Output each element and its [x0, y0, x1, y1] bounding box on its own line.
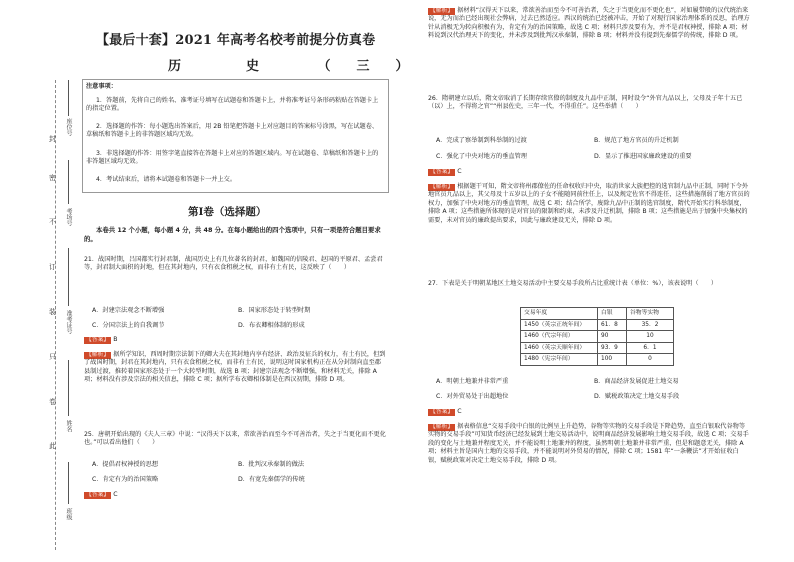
option-d: D．赋税政策决定土地交易手段: [594, 393, 680, 400]
analysis-body: 据所学知识，西周时期宗法制下的卿大夫在其封地内享有经济、政治及征兵的权力，有土有民，但到了战国时期，封君在其封地内，只有衣食租税之权，而非有土有民，说明这时国家机构正在从分封制向直至郡县制过渡，推转着国家形态处于一个大转型时期，故选 B 项；封建宗法观念不断增强，和材料无关，排除 A 项；材料没有涉及宗法的相关信息，排除 C 项；据所学布衣卿相体制是在西汉初期，排除 D 项。: [84, 351, 386, 384]
option-a: A．明朝土地兼并非常严重: [436, 378, 509, 385]
table-header-row: [521, 308, 674, 320]
table-cell: 1460（英宗天顺年间）: [521, 342, 598, 354]
notes-item: 4．考试结束后，请将本试题卷和答题卡一并上交。: [96, 176, 237, 183]
analysis-body: 据材料“汉得天下以来，常欲善治而至今不可善治者，失之于当更化而不更化也”，对如履带般的汉代统治来说，无为而治已经出现社会弊病，过去已然适应。西汉的统治已经被冲击，开始了对现行国家治理体系的反思，治理方针从消极无为转向积极有为，肯定有为的治国策略，故选 C 项；材料只涉及要有为，并不是君权神授，排除 A 项；材料说到汉代治理天下的变化，并未涉及到批判汉承秦制，排除 B 项；材料并没有提到先秦儒学的传统，排除 D 项。: [428, 7, 750, 40]
option-d: D．有宽先秦儒学的传统: [238, 476, 305, 483]
analysis-tag: 【解析】: [430, 8, 454, 14]
section-title: 第Ⅰ卷（选择题）: [188, 206, 267, 218]
table-cell: 1450（英宗正统年间）: [521, 319, 598, 331]
table-header: 谷物等实物: [627, 308, 674, 320]
option-a: A．封建宗法观念不断增强: [92, 307, 165, 314]
answer-tag: 【答案】: [430, 169, 454, 175]
exam-subject: 历 史 （三）: [168, 59, 435, 74]
answer-tag: 【答案】: [86, 337, 110, 343]
table-cell: 93．9: [598, 342, 627, 354]
answer-value: B: [113, 336, 118, 343]
table-cell: 1480（宪宗年间）: [521, 354, 598, 366]
answer-tag: 【答案】: [430, 409, 454, 415]
seat-number-line: [68, 80, 69, 116]
class-line: [68, 462, 69, 504]
table-row: [521, 331, 674, 343]
notes-heading: 注意事项：: [86, 83, 117, 90]
option-a: A．完成了察举制到科举制的过渡: [436, 137, 527, 144]
binding-margin: [0, 0, 74, 562]
margin-char: 只: [49, 353, 56, 361]
table-cell: 1460（代宗年间）: [521, 331, 598, 343]
ticket-number-line: [68, 248, 69, 306]
exam-room-label: 考场号: [65, 208, 72, 226]
answer-value: C: [457, 408, 462, 415]
table-cell: 100: [598, 354, 627, 366]
analysis-tag: 【解析】: [430, 424, 454, 430]
question-stem: 26．隋朝建立以后，隋文帝取消了长期存续官僚的制度及九品中正制，同时设令“外官九品以上，父母及子年十五已（以）上，不得将之官”“州县佐史，三年一代，不得重任”。这些举措（ ）: [428, 95, 743, 111]
section-intro: 本卷共 12 个小题，每小题 4 分，共 48 分。在每小题给出的四个选项中，只有一项是符合题目要求的。: [84, 226, 381, 243]
answer-value: C: [457, 168, 462, 175]
analysis-body: 据表格信息“交易手段中白银的比例呈上升趋势，谷物等实物的交易手段是下降趋势，直至白银取代谷物等实物的交易手段”可知货币经济已经发展到土地交易活动中，说明商品经济发展影响土地交易手段，故选 C 项；交易手段的变化与土地兼并程度无关，并不能说明土地兼并的程度，虽然明朝土地兼并非常严重，但是和题意无关，排除 A 项；材料主旨是国内土地的交易手段，并不能说明对外贸易的情况，排除 C 项；1581 年“一条鞭法”才开始征收白银，赋税政策对决定土地交易手段，排除 D 项。: [428, 423, 749, 464]
ticket-number-label: 准考证号: [65, 310, 72, 334]
analysis-tag: 【解析】: [86, 352, 110, 358]
option-d: D．布衣卿相体制的形成: [238, 322, 305, 329]
question-stem: 25．唐朝开始出现的《夫人三章》中说：“汉得天下以来，常欲善治而至今不可善治者，失之于当更化而不更化也。”可以看出他们（ ）: [84, 431, 386, 447]
table-cell: 35．2: [627, 319, 674, 331]
option-b: B．规范了地方官员的升迁机制: [594, 137, 679, 144]
table-row: [521, 354, 674, 366]
name-line: [68, 360, 69, 416]
margin-char: 封: [49, 135, 56, 143]
answer-line: [84, 491, 118, 499]
option-b: B．国家形态处于转型时期: [238, 307, 311, 314]
answer-line: [84, 336, 117, 344]
table-row: [521, 319, 674, 331]
notes-item: 3．非选择题的作答：用签字笔直接答在答题卡上对应的答题区域内。写在试题卷、草稿纸和答题卡上的非答题区域均无效。: [86, 150, 379, 166]
exam-room-line: [68, 160, 69, 204]
answer-line: [428, 408, 462, 416]
answer-tag: 【答案】: [86, 492, 110, 498]
notes-item: 1．答题前，先将自己的姓名、准考证号填写在试题卷和答题卡上，并将准考证号条形码粘贴在答题卡上的指定位置。: [86, 97, 379, 113]
table-cell: 90: [598, 331, 627, 343]
table-header: 交易年度: [521, 308, 598, 320]
answer-line: [428, 168, 462, 176]
option-b: B．商品经济发展促进土地交易: [594, 378, 679, 385]
analysis-tag: 【解析】: [430, 184, 454, 190]
option-a: A．提倡君权神授的思想: [92, 461, 159, 468]
table-cell: 10: [627, 331, 674, 343]
margin-char: 此: [49, 442, 56, 450]
option-b: B．批判汉承秦制的做法: [238, 461, 305, 468]
analysis-text: [428, 183, 750, 225]
margin-char: 订: [49, 263, 56, 271]
answer-value: C: [113, 491, 118, 498]
margin-char: 不: [49, 218, 56, 226]
analysis-body: 根据题干可知，隋文帝将州郡僚佐的任命权收归中央，取消世家大族把控的选官制九品中正制，同时下令外地官员九品以上，其父母及十五岁以上的子女不能随同前往任上，以及规定佐官不得连任，这些措施削弱了地方官员的权力，加强了中央对地方的垂直管理，故选 C 项；结合所学，废除九品中正制的选官制度，隋代开始实行科举制度，排除 A 项；这些措施所体现的是对官员的限制和约束，未涉及升迁机制，排除 B 项；这些措施是出于加强中央集权的需要，未对官员的廉政提出要求，因此与廉政建设无关，排除 D 项。: [428, 183, 750, 224]
option-c: C．对外贸易处于出超地位: [436, 393, 509, 400]
table-cell: 61．8: [598, 319, 627, 331]
margin-char: 密: [49, 174, 56, 182]
analysis-text: [84, 351, 386, 385]
analysis-text: [428, 7, 750, 41]
margin-char: 装: [49, 308, 56, 316]
table-cell: 0: [627, 354, 674, 366]
option-c: C．肯定有为的治国策略: [92, 476, 159, 483]
notes-item: 2．选择题的作答：每小题选出答案后，用 2B 铅笔把答题卡上对应题目的答案标号涂黑，写在试题卷、草稿纸和答题卡上的非答题区域均无效。: [86, 123, 379, 139]
option-c: C．分国宗法上的自我调节: [92, 322, 165, 329]
table-row: [521, 342, 674, 354]
question-stem: 21．战国时期，吕国都实行封君制，战国历史上有几位著名的封君，如魏国的信陵君、赵国的平原君、孟尝君等，封君制大面积的封地，但在其封地内，只有衣食租税之权，而非有土有民，这反映了（ ）: [84, 256, 383, 272]
seat-number-label: 座位号: [65, 118, 72, 136]
name-label: 姓名: [65, 420, 72, 432]
question-stem: 27．下表是关于明朝某地区土地交易活动中主要交易手段所占比重统计表（单位：%），该表说明（ ）: [428, 280, 718, 287]
exam-title: 【最后十套】2021 年高考名校考前提分仿真卷: [96, 33, 376, 48]
option-c: C．强化了中央对地方的垂直管理: [436, 153, 527, 160]
class-label: 班级: [65, 508, 72, 520]
data-table: [520, 307, 674, 366]
margin-char: 卷: [49, 398, 56, 406]
option-d: D．显示了推进国家廉政建设的重要: [594, 153, 692, 160]
table-header: 白银: [598, 308, 627, 320]
table-cell: 6．1: [627, 342, 674, 354]
analysis-text: [428, 423, 750, 465]
